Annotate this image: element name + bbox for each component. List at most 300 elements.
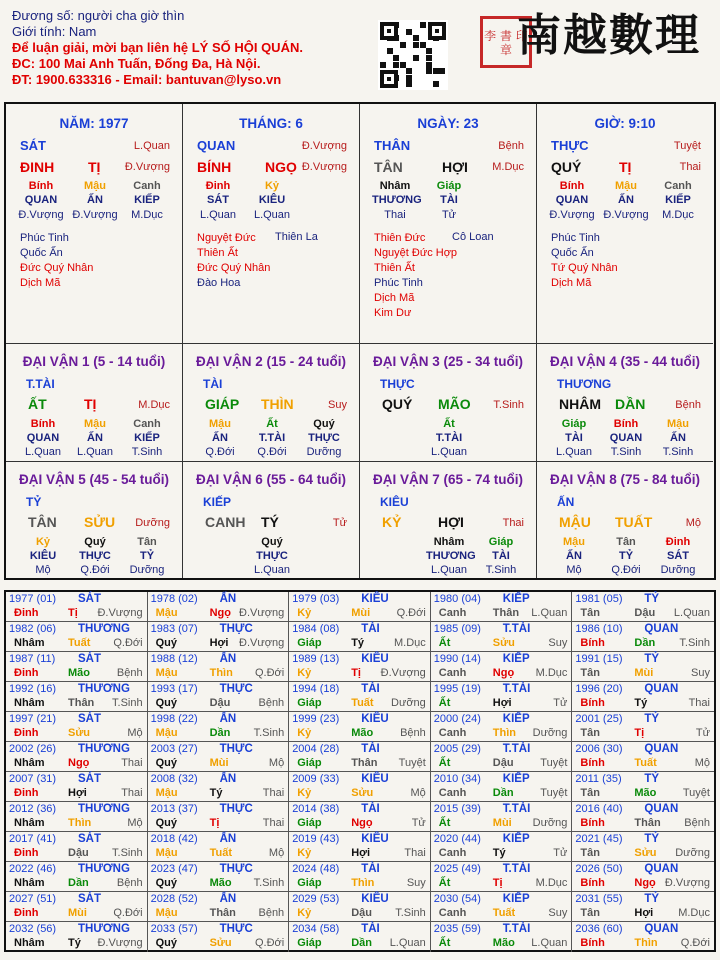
qr-module xyxy=(393,62,399,68)
year-ten-god: THỰC xyxy=(219,923,253,935)
year-state: Mộ xyxy=(694,757,710,769)
year-ten-god: T.TÀI xyxy=(502,743,531,755)
seal-icon: 李 書 印 章 xyxy=(480,16,532,68)
year-stem: Tân xyxy=(580,847,600,859)
year-cell[interactable] xyxy=(148,652,290,682)
dai-van-branch: TÝ xyxy=(261,514,279,530)
year-state: Dưỡng xyxy=(391,697,426,709)
year-stem: Ất xyxy=(438,637,451,649)
year-state: Tử xyxy=(553,847,568,859)
year-branch: Tị xyxy=(492,877,503,889)
chart-grid xyxy=(4,102,716,580)
dai-van-hidden-stem: Đinh xyxy=(665,536,691,548)
year-stem: Giáp xyxy=(297,817,322,829)
year-branch: Thân xyxy=(351,757,378,769)
year-stem: Đinh xyxy=(14,787,39,799)
year-cell[interactable] xyxy=(289,802,431,832)
year-cell[interactable] xyxy=(431,682,573,712)
year-label: 1997 (21) xyxy=(9,713,57,725)
year-cell[interactable] xyxy=(289,592,431,622)
year-cell[interactable] xyxy=(572,862,714,892)
year-ten-god: T.TÀI xyxy=(502,623,531,635)
dai-van-hidden-stem: Mậu xyxy=(667,418,689,430)
year-stem: Đinh xyxy=(14,607,39,619)
year-stem: Kỷ xyxy=(297,847,312,859)
year-branch: Mùi xyxy=(351,607,371,619)
yearly-table xyxy=(4,590,716,952)
year-cell[interactable] xyxy=(572,622,714,652)
year-label: 2022 (46) xyxy=(9,863,57,875)
dai-van-ten-god: T.TÀI xyxy=(26,377,55,391)
year-cell[interactable] xyxy=(148,892,290,922)
year-cell[interactable] xyxy=(289,772,431,802)
hidden-god: KIÊU xyxy=(258,194,286,206)
year-cell[interactable] xyxy=(572,772,714,802)
star-item: Nguyệt Đức xyxy=(197,232,256,244)
year-cell[interactable] xyxy=(148,712,290,742)
year-label: 1989 (13) xyxy=(292,653,340,665)
star-list xyxy=(374,231,457,321)
year-stem: Mậu xyxy=(155,907,178,919)
dai-van-hidden-god: SÁT xyxy=(667,550,689,562)
year-ten-god: QUAN xyxy=(644,803,679,815)
star-item: Thiên Đức xyxy=(374,232,426,244)
dai-van-state: T.Sinh xyxy=(493,399,524,411)
year-state: Dưỡng xyxy=(532,727,568,739)
year-cell[interactable] xyxy=(148,592,290,622)
dai-van-hidden-state: Q.Đới xyxy=(257,446,287,458)
year-branch: Hợi xyxy=(68,787,87,799)
year-cell[interactable] xyxy=(572,652,714,682)
dai-van-ten-god: KIÊU xyxy=(380,495,409,509)
year-stem: Nhâm xyxy=(14,757,45,769)
star-item: Thiên Ất xyxy=(197,247,238,259)
year-cell[interactable] xyxy=(6,862,148,892)
year-stem: Quý xyxy=(155,817,177,829)
dai-van-hidden-god: THỰC xyxy=(256,550,288,562)
star-item: Đức Quý Nhân xyxy=(20,262,94,274)
year-stem: Tân xyxy=(580,727,600,739)
qr-module xyxy=(393,55,399,61)
year-state: Bệnh xyxy=(400,727,426,739)
year-label: 2014 (38) xyxy=(292,803,340,815)
year-cell[interactable] xyxy=(572,892,714,922)
star-item: Thiên Ất xyxy=(374,262,415,274)
dai-van-hidden-god: ẤN xyxy=(87,432,103,444)
growth-state: L.Quan xyxy=(133,140,170,152)
year-cell[interactable] xyxy=(431,892,573,922)
dai-van-ten-god: TỶ xyxy=(26,495,42,509)
year-ten-god: TÀI xyxy=(361,743,380,755)
dai-van-hidden-stem: Bính xyxy=(613,418,639,430)
growth-state: Tuyệt xyxy=(673,140,701,152)
year-cell[interactable] xyxy=(6,712,148,742)
dai-van-stem: CANH xyxy=(205,514,246,530)
year-stem: Giáp xyxy=(297,697,322,709)
star-item: Phúc Tinh xyxy=(20,232,69,244)
page-header xyxy=(0,0,720,100)
year-cell[interactable] xyxy=(572,682,714,712)
year-cell[interactable] xyxy=(289,682,431,712)
year-state: Tuyệt xyxy=(540,757,568,769)
year-state: Đ.Vượng xyxy=(380,667,426,679)
year-label: 1987 (11) xyxy=(9,653,56,665)
year-ten-god: THỰC xyxy=(219,743,253,755)
year-cell[interactable] xyxy=(289,622,431,652)
year-cell[interactable] xyxy=(431,922,573,952)
year-label: 2004 (28) xyxy=(292,743,340,755)
year-label: 2011 (35) xyxy=(575,773,622,785)
qr-module xyxy=(406,29,412,35)
dai-van-stem: MẬU xyxy=(559,514,591,530)
earthly-branch: HỢI xyxy=(442,159,468,175)
owner-line: Đương số: người cha giờ thìn xyxy=(12,8,185,23)
year-cell[interactable] xyxy=(148,832,290,862)
year-state: Q.Đới xyxy=(254,937,285,949)
year-ten-god: SÁT xyxy=(78,713,101,725)
dai-van-hidden-stem: Nhâm xyxy=(433,536,465,548)
dai-van-hidden-god: ẤN xyxy=(212,432,228,444)
year-ten-god: THƯƠNG xyxy=(78,923,130,935)
dai-van-hidden-god: THỰC xyxy=(79,550,111,562)
year-stem: Mậu xyxy=(155,667,178,679)
hidden-god: ẤN xyxy=(618,194,634,206)
year-ten-god: TỶ xyxy=(644,773,660,785)
year-stem: Kỷ xyxy=(297,727,312,739)
year-cell[interactable] xyxy=(6,922,148,952)
year-cell[interactable] xyxy=(289,922,431,952)
dai-van-hidden-state: L.Quan xyxy=(430,564,468,576)
year-state: Mộ xyxy=(268,757,285,769)
year-cell[interactable] xyxy=(6,682,148,712)
year-label: 2019 (43) xyxy=(292,833,340,845)
year-cell[interactable] xyxy=(431,832,573,862)
dai-van-title: ĐẠI VẬN 8 (75 - 84 tuổi) xyxy=(549,472,701,487)
hidden-state: L.Quan xyxy=(199,209,237,221)
year-stem: Canh xyxy=(438,847,467,859)
year-stem: Bính xyxy=(580,817,605,829)
year-label: 2016 (40) xyxy=(575,803,623,815)
year-state: Đ.Vượng xyxy=(664,877,710,889)
year-stem: Bính xyxy=(580,637,605,649)
dai-van-hidden-god: TÀI xyxy=(492,550,510,562)
year-cell[interactable] xyxy=(6,832,148,862)
year-branch: Mùi xyxy=(634,667,654,679)
year-branch: Thân xyxy=(492,607,520,619)
year-cell[interactable] xyxy=(431,592,573,622)
dai-van-cell xyxy=(6,462,183,578)
year-state: Thai xyxy=(262,817,285,829)
year-ten-god: ẤN xyxy=(219,893,237,905)
year-cell[interactable] xyxy=(572,832,714,862)
dai-van-state: Thai xyxy=(502,517,524,529)
year-cell[interactable] xyxy=(289,742,431,772)
dai-van-hidden-state: L.Quan xyxy=(76,446,114,458)
dai-van-hidden-state: Dưỡng xyxy=(306,446,342,458)
year-state: Tuyệt xyxy=(540,787,568,799)
year-cell[interactable] xyxy=(572,712,714,742)
dai-van-hidden-stem: Kỷ xyxy=(35,536,51,548)
dai-van-branch: SỬU xyxy=(84,514,116,530)
year-ten-god: THỰC xyxy=(219,863,253,875)
year-branch: Hợi xyxy=(351,847,371,859)
hidden-state: Đ.Vượng xyxy=(549,209,595,221)
qr-module xyxy=(433,81,439,87)
year-stem: Ất xyxy=(438,817,451,829)
year-branch: Mão xyxy=(492,937,515,949)
dai-van-branch: HỢI xyxy=(438,514,464,530)
star-item: Tứ Quý Nhân xyxy=(551,262,618,274)
year-ten-god: TÀI xyxy=(361,623,380,635)
year-stem: Nhâm xyxy=(14,697,45,709)
year-cell[interactable] xyxy=(148,922,290,952)
year-stem: Đinh xyxy=(14,907,39,919)
qr-module xyxy=(420,42,426,48)
year-ten-god: KIÊU xyxy=(361,713,389,725)
qr-finder xyxy=(380,22,398,40)
year-state: T.Sinh xyxy=(395,907,426,919)
year-stem: Đinh xyxy=(14,727,39,739)
year-state: Thai xyxy=(404,847,426,859)
year-state: Tử xyxy=(695,727,710,739)
year-state: Tử xyxy=(553,697,568,709)
year-label: 2032 (56) xyxy=(9,923,57,935)
pillar-cell xyxy=(360,104,537,344)
year-branch: Ngọ xyxy=(209,607,231,619)
year-cell[interactable] xyxy=(289,892,431,922)
hidden-stem: Mậu xyxy=(84,180,106,192)
gender-line: Giới tính: Nam xyxy=(12,24,97,39)
hidden-state: Đ.Vượng xyxy=(72,209,118,221)
year-state: Mộ xyxy=(127,817,143,829)
year-label: 1985 (09) xyxy=(433,623,481,635)
year-branch: Sửu xyxy=(209,937,232,949)
qr-module xyxy=(426,48,432,54)
year-cell[interactable] xyxy=(289,862,431,892)
star-item: Dịch Mã xyxy=(20,277,61,289)
year-state: T.Sinh xyxy=(679,637,710,649)
hidden-god: TÀI xyxy=(440,194,458,206)
year-label: 1991 (15) xyxy=(575,653,623,665)
year-label: 2028 (52) xyxy=(150,893,198,905)
year-label: 2012 (36) xyxy=(9,803,57,815)
dai-van-hidden-god: THỰC xyxy=(308,432,340,444)
year-ten-god: TỶ xyxy=(644,893,660,905)
year-ten-god: KIẾP xyxy=(502,773,530,785)
dai-van-stem: ẤT xyxy=(28,396,47,412)
year-stem: Kỷ xyxy=(297,907,312,919)
year-cell[interactable] xyxy=(572,802,714,832)
dai-van-hidden-state: Dưỡng xyxy=(660,564,696,576)
year-branch: Dậu xyxy=(209,697,231,709)
year-label: 2010 (34) xyxy=(433,773,481,785)
year-ten-god: SÁT xyxy=(78,893,101,905)
year-state: Dưỡng xyxy=(675,847,710,859)
year-state: L.Quan xyxy=(531,607,568,619)
year-branch: Thìn xyxy=(351,877,375,889)
dai-van-ten-god: THƯƠNG xyxy=(557,377,612,391)
year-stem: Quý xyxy=(155,877,177,889)
qr-module xyxy=(400,42,406,48)
year-ten-god: QUAN xyxy=(644,923,679,935)
year-cell[interactable] xyxy=(431,622,573,652)
ten-god-label: THỰC xyxy=(551,138,589,153)
dai-van-hidden-stem: Bính xyxy=(30,418,56,430)
dai-van-state: M.Dục xyxy=(138,399,170,411)
pillar-cell xyxy=(183,104,360,344)
dai-van-branch: MÃO xyxy=(438,396,471,412)
hidden-stem: Mậu xyxy=(615,180,637,192)
dai-van-ten-god: TÀI xyxy=(203,377,223,391)
branch-state: Đ.Vượng xyxy=(301,161,347,173)
year-ten-god: KIÊU xyxy=(361,593,389,605)
star-item: Dịch Mã xyxy=(551,277,592,289)
dai-van-ten-god: THỰC xyxy=(380,377,415,391)
year-stem: Giáp xyxy=(297,637,322,649)
year-branch: Tuất xyxy=(492,907,516,919)
year-cell[interactable] xyxy=(289,712,431,742)
year-cell[interactable] xyxy=(148,622,290,652)
year-label: 2023 (47) xyxy=(150,863,198,875)
year-cell[interactable] xyxy=(6,772,148,802)
dai-van-hidden-state: Q.Đới xyxy=(205,446,235,458)
year-cell[interactable] xyxy=(6,742,148,772)
year-ten-god: T.TÀI xyxy=(502,923,531,935)
year-stem: Ất xyxy=(438,937,451,949)
hidden-stem: Bính xyxy=(28,180,54,192)
year-cell[interactable] xyxy=(148,682,290,712)
year-branch: Sửu xyxy=(634,847,657,859)
qr-code-icon[interactable] xyxy=(378,20,448,90)
year-cell[interactable] xyxy=(6,592,148,622)
year-branch: Dần xyxy=(209,727,231,739)
year-label: 1986 (10) xyxy=(575,623,623,635)
year-stem: Quý xyxy=(155,757,177,769)
dai-van-stem: GIÁP xyxy=(205,396,240,412)
year-cell[interactable] xyxy=(431,652,573,682)
year-branch: Thân xyxy=(209,907,236,919)
year-cell[interactable] xyxy=(6,622,148,652)
year-cell[interactable] xyxy=(572,592,714,622)
year-cell[interactable] xyxy=(6,892,148,922)
year-stem: Canh xyxy=(438,787,467,799)
year-ten-god: TỶ xyxy=(644,833,660,845)
year-cell[interactable] xyxy=(148,802,290,832)
year-branch: Thân xyxy=(68,697,95,709)
year-ten-god: SÁT xyxy=(78,833,101,845)
year-cell[interactable] xyxy=(431,802,573,832)
year-label: 2036 (60) xyxy=(575,923,623,935)
dai-van-hidden-stem: Mậu xyxy=(209,418,231,430)
year-ten-god: THỰC xyxy=(219,683,253,695)
year-label: 2035 (59) xyxy=(433,923,481,935)
year-state: Đ.Vượng xyxy=(97,937,143,949)
year-cell[interactable] xyxy=(431,772,573,802)
heavenly-stem: QUÝ xyxy=(551,159,582,175)
year-stem: Bính xyxy=(580,877,605,889)
address-line: ĐC: 100 Mai Anh Tuấn, Đống Đa, Hà Nội. xyxy=(12,56,261,71)
dai-van-stem: QUÝ xyxy=(382,396,413,412)
growth-state: Đ.Vượng xyxy=(301,140,347,152)
year-cell[interactable] xyxy=(148,772,290,802)
year-state: Thai xyxy=(688,697,710,709)
year-cell[interactable] xyxy=(431,862,573,892)
year-cell[interactable] xyxy=(289,652,431,682)
year-state: Đ.Vượng xyxy=(239,637,285,649)
year-label: 2034 (58) xyxy=(292,923,340,935)
star-item: Quốc Ấn xyxy=(551,247,594,259)
star-list xyxy=(20,231,93,291)
year-ten-god: ẤN xyxy=(219,713,237,725)
year-cell[interactable] xyxy=(148,862,290,892)
year-ten-god: QUAN xyxy=(644,863,679,875)
year-stem: Ất xyxy=(438,877,451,889)
year-branch: Dậu xyxy=(351,907,372,919)
year-state: Bệnh xyxy=(684,817,710,829)
dai-van-hidden-god: QUAN xyxy=(609,432,643,444)
dai-van-state: Mộ xyxy=(685,517,701,529)
year-branch: Dần xyxy=(492,787,514,799)
year-branch: Dậu xyxy=(68,847,89,859)
year-cell[interactable] xyxy=(572,742,714,772)
qr-finder xyxy=(380,70,398,88)
year-cell[interactable] xyxy=(148,742,290,772)
year-stem: Tân xyxy=(580,787,600,799)
year-branch: Thìn xyxy=(492,727,517,739)
hidden-stem: Canh xyxy=(133,180,161,192)
year-cell[interactable] xyxy=(572,922,714,952)
year-state: M.Dục xyxy=(535,877,568,889)
year-branch: Tuất xyxy=(68,637,91,649)
dai-van-cell xyxy=(360,462,537,578)
year-stem: Kỷ xyxy=(297,607,312,619)
dai-van-hidden-stem: Quý xyxy=(313,418,335,430)
pillar-title: NĂM: 1977 xyxy=(59,116,129,131)
year-branch: Dậu xyxy=(492,757,514,769)
year-cell[interactable] xyxy=(431,742,573,772)
year-branch: Thìn xyxy=(634,937,658,949)
year-branch: Hợi xyxy=(634,907,654,919)
pillar-title: THÁNG: 6 xyxy=(239,116,303,131)
qr-module xyxy=(406,81,412,87)
dai-van-state: Suy xyxy=(328,399,347,411)
dai-van-branch: THÌN xyxy=(261,396,294,412)
year-state: Thai xyxy=(121,757,143,769)
year-label: 1995 (19) xyxy=(433,683,481,695)
hidden-god: THƯƠNG xyxy=(372,194,422,206)
year-cell[interactable] xyxy=(6,802,148,832)
qr-module xyxy=(433,68,439,74)
dai-van-cell xyxy=(537,462,713,578)
year-stem: Ất xyxy=(438,697,451,709)
year-branch: Tý xyxy=(68,937,81,949)
dai-van-hidden-god: TÀI xyxy=(565,432,583,444)
year-state: Thai xyxy=(121,787,143,799)
year-branch: Tị xyxy=(634,727,645,739)
year-cell[interactable] xyxy=(431,712,573,742)
year-state: Suy xyxy=(548,637,568,649)
year-ten-god: ẤN xyxy=(219,773,237,785)
year-cell[interactable] xyxy=(289,832,431,862)
year-stem: Đinh xyxy=(14,667,39,679)
year-stem: Giáp xyxy=(297,877,322,889)
year-ten-god: SÁT xyxy=(78,653,101,665)
year-branch: Tị xyxy=(209,817,220,829)
year-stem: Canh xyxy=(438,667,467,679)
year-cell[interactable] xyxy=(6,652,148,682)
phone-email-line[interactable]: ĐT: 1900.633316 - Email: bantuvan@lyso.vn xyxy=(12,72,282,87)
dai-van-title: ĐẠI VẬN 5 (45 - 54 tuổi) xyxy=(18,472,170,487)
